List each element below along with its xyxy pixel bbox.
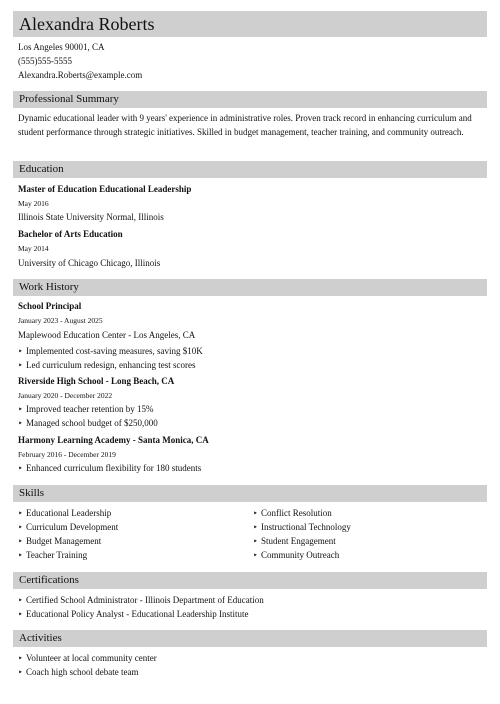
- skill-item: ‣ Conflict Resolution: [253, 507, 332, 520]
- skill-item: ‣ Budget Management: [18, 535, 101, 548]
- job-title: School Principal: [18, 301, 82, 311]
- job-bullet: ‣ Led curriculum redesign, enhancing test scores: [18, 359, 195, 372]
- job-dates: February 2016 - December 2019: [18, 450, 116, 459]
- degree-date: May 2016: [18, 199, 49, 208]
- degree: Master of Education Educational Leadership: [18, 184, 192, 194]
- skill-item: ‣ Instructional Technology: [253, 521, 351, 534]
- section-header-skills: Skills: [13, 485, 487, 502]
- candidate-name: Alexandra Roberts: [13, 11, 487, 37]
- job-bullet: ‣ Implemented cost-saving measures, saving $10K: [18, 345, 203, 358]
- job-employer: Maplewood Education Center - Los Angeles, CA: [18, 330, 196, 340]
- job-title: Riverside High School - Long Beach, CA: [18, 376, 175, 386]
- activity-item: ‣ Coach high school debate team: [18, 666, 138, 679]
- skill-item: ‣ Curriculum Development: [18, 521, 118, 534]
- section-header-summary: Professional Summary: [13, 91, 487, 108]
- skill-item: ‣ Student Engagement: [253, 535, 336, 548]
- skill-item: ‣ Community Outreach: [253, 549, 339, 562]
- job-dates: January 2020 - December 2022: [18, 391, 113, 400]
- school: University of Chicago Chicago, Illinois: [18, 258, 161, 268]
- certification-item: ‣ Educational Policy Analyst - Educational Leadership Institute: [18, 608, 248, 621]
- job-bullet: ‣ Improved teacher retention by 15%: [18, 403, 153, 416]
- job-bullet: ‣ Managed school budget of $250,000: [18, 417, 158, 430]
- job-bullet: ‣ Enhanced curriculum flexibility for 180 students: [18, 462, 201, 475]
- skill-item: ‣ Educational Leadership: [18, 507, 111, 520]
- school: Illinois State University Normal, Illinois: [18, 212, 164, 222]
- section-header-work-history: Work History: [13, 279, 487, 296]
- certification-item: ‣ Certified School Administrator - Illinois Department of Education: [18, 594, 264, 607]
- phone: (555)555-5555: [18, 56, 72, 66]
- degree: Bachelor of Arts Education: [18, 229, 123, 239]
- summary-text: Dynamic educational leader with 9 years' experience in administrative roles. Proven track record in enhancing curriculum and student performance through strategic initiatives. Skilled in budget management, teacher training, and community outreach.: [18, 113, 472, 137]
- address: Los Angeles 90001, CA: [18, 42, 105, 52]
- skill-item: ‣ Teacher Training: [18, 549, 87, 562]
- section-header-activities: Activities: [13, 630, 487, 647]
- job-title: Harmony Learning Academy - Santa Monica, CA: [18, 435, 209, 445]
- degree-date: May 2014: [18, 244, 49, 253]
- section-header-certifications: Certifications: [13, 572, 487, 589]
- email: Alexandra.Roberts@example.com: [18, 70, 143, 80]
- section-header-education: Education: [13, 161, 487, 178]
- activity-item: ‣ Volunteer at local community center: [18, 652, 157, 665]
- job-dates: January 2023 - August 2025: [18, 316, 103, 325]
